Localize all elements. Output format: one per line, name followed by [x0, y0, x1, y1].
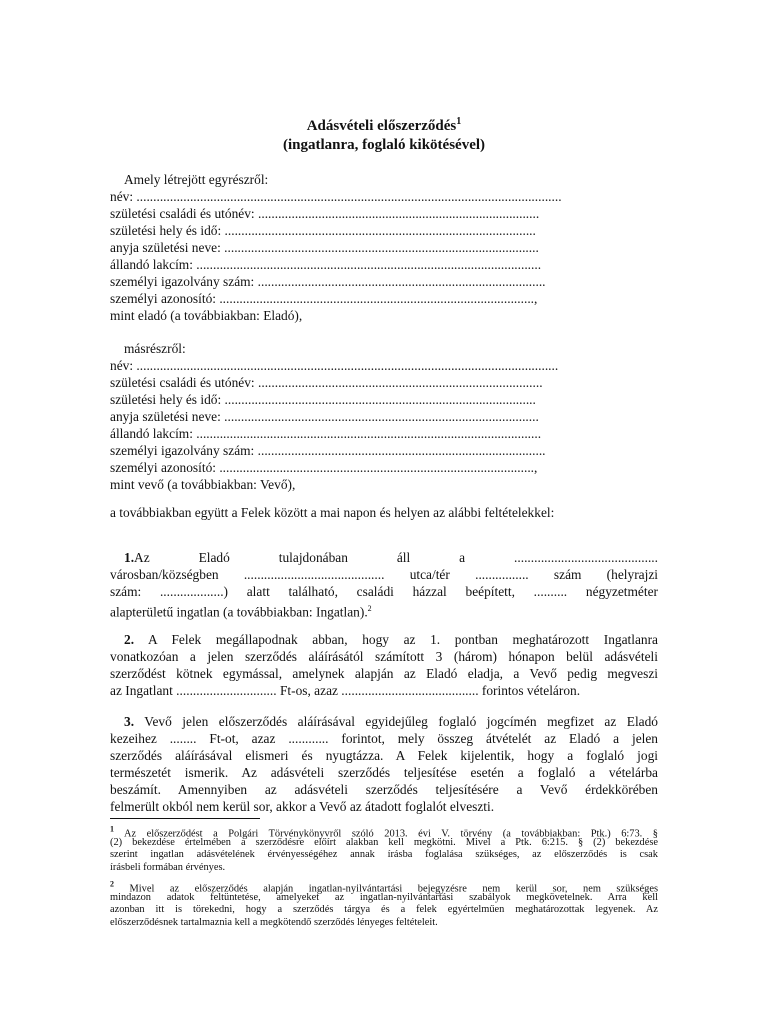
party1-field-personal-id: személyi azonosító: ..............................................................................................,: [110, 291, 538, 306]
clause-3-row: felmerült okból nem kerül sor, akkor a Vevő az átadott foglalót elveszti.: [110, 799, 495, 814]
clause-3: [110, 713, 658, 815]
party2-field-birth-place: születési hely és idő: .............................................................................................: [110, 392, 536, 407]
footnote-row: írásbeli formában érvényes.: [110, 861, 226, 873]
footnote-mark: 1: [110, 825, 114, 834]
clause-2-row: vonatkozóan a jelen szerződés aláírásától számított 3 (három) hónapon belül adásvételi: [110, 649, 658, 664]
title-footnote-mark: 1: [456, 116, 462, 127]
footnote-row: szerint ingatlan adásvételének érvényességéhez annak írásba foglalása szükséges, az előszerződés is csak: [110, 849, 658, 861]
footnote-row: (2) bekezdése értelmében a szerződésre előírt alakban kell megkötni. Mivel a Ptk. 6:215. § (2) bekezdése: [110, 836, 658, 848]
footnote-2: [110, 879, 658, 929]
party1-field-address: állandó lakcím: .......................................................................................................: [110, 257, 542, 272]
document-subtitle: (ingatlanra, foglaló kikötésével): [282, 137, 486, 153]
clause-number: 1.: [124, 550, 135, 565]
footnote-row: mindazon adatok feltüntetése, amelyeket az ingatlan-nyilvántartási szabályok megkövetelnek. Arra kell: [110, 891, 658, 903]
clause-1-row: szám: ...................) alatt található, családi házzal beépített, .......... négyzetméter: [110, 584, 658, 599]
party1-intro: Amely létrejött egyrészről:: [124, 172, 269, 187]
footnote-row: [110, 824, 658, 840]
party2-field-mother-name: anyja születési neve: ..............................................................................................: [110, 409, 539, 424]
footnote-ref: 2: [367, 604, 372, 613]
clause-2-row: [110, 631, 658, 648]
party1-field-id-card: személyi igazolvány szám: ......................................................................................: [110, 274, 546, 289]
party1-field-name: név: ...............................................................................................................................: [110, 189, 562, 204]
clause-text: Vevő jelen előszerződés aláírásával egyidejűleg foglaló jogcímén megfizet az Eladó: [144, 714, 658, 729]
clause-1-row: [110, 600, 658, 620]
footnote-mark: 2: [110, 880, 114, 889]
footnote-divider: [110, 818, 260, 819]
footnote-text: Mivel az előszerződés alapján ingatlan-nyilvántartási bejegyzésre nem kerül sor, nem szükséges: [129, 883, 658, 895]
party2-field-id-card: személyi igazolvány szám: ......................................................................................: [110, 443, 546, 458]
clause-3-row: kezeihez ........ Ft-ot, azaz ............ forintot, mely összeg átvételét az Eladó a jelen: [110, 731, 658, 746]
party2-field-name: név: ..............................................................................................................................: [110, 358, 559, 373]
party1-field-birth-name: születési családi és utónév: ....................................................................................: [110, 206, 540, 221]
clause-1-row: [110, 549, 658, 566]
clause-3-row: természetét ismerik. Az adásvételi szerződés teljesítése esetén a foglaló a vételárba: [110, 765, 658, 780]
document-title: [0, 116, 768, 135]
clause-2-row: az Ingatlant .............................. Ft-os, azaz ......................................... forintos vételáron.: [110, 683, 581, 698]
party2-field-personal-id: személyi azonosító: ..............................................................................................,: [110, 460, 538, 475]
common-parties-line: a továbbiakban együtt a Felek között a mai napon és helyen az alábbi feltételekkel:: [110, 505, 555, 520]
clause-2: [110, 631, 658, 699]
footnote-row: azonban itt is törekedni, hogy a szerződés tárgya és a felek egyértelműen meghatározottak legyenek. Az: [110, 904, 658, 916]
clause-3-row: szerződés aláírásával elismeri és nyugtázza. A Felek kijelentik, hogy a foglaló jogi: [110, 748, 658, 763]
clause-3-row: beszámít. Amennyiben az adásvételi szerződés teljesítésére a Vevő érdekkörében: [110, 782, 658, 797]
clause-3-row: [110, 713, 658, 730]
party2-role: mint vevő (a továbbiakban: Vevő),: [110, 477, 296, 492]
clause-1-row: városban/községben .......................................... utca/tér ................ szám (helyrajzi: [110, 567, 658, 582]
party1-role: mint eladó (a továbbiakban: Eladó),: [110, 308, 303, 323]
footnote-row: [110, 879, 658, 895]
clause-number: 2.: [124, 632, 135, 647]
party1-field-birth-place: születési hely és idő: .............................................................................................: [110, 223, 536, 238]
clause-number: 3.: [124, 714, 135, 729]
party2-field-birth-name: születési családi és utónév: .....................................................................................: [110, 375, 543, 390]
footnote-row: előszerződésnek tartalmaznia kell a megkötendő szerződés lényeges feltételeit.: [110, 916, 438, 928]
party2-intro: másrészről:: [124, 341, 186, 356]
clause-1: [110, 549, 658, 620]
clause-text: Az Eladó tulajdonában áll a ...........................................: [134, 550, 658, 565]
clause-text: alapterületű ingatlan (a továbbiakban: Ingatlan).: [110, 604, 368, 620]
party2-field-address: állandó lakcím: .......................................................................................................: [110, 426, 542, 441]
clause-text: A Felek megállapodnak abban, hogy az 1. pontban meghatározott Ingatlanra: [147, 632, 659, 647]
title-text: Adásvételi előszerződés: [306, 118, 457, 134]
footnote-1: [110, 824, 658, 874]
party1-field-mother-name: anyja születési neve: ..............................................................................................: [110, 240, 539, 255]
footnote-text: Az előszerződést a Polgári Törvénykönyvről szóló 2013. évi V. törvény (a továbbiakban: Ptk.) 6:73. §: [123, 828, 658, 840]
clause-2-row: szerződést kötnek egymással, amelynek alapján az Eladó eladja, a Vevő pedig megveszi: [110, 666, 658, 681]
